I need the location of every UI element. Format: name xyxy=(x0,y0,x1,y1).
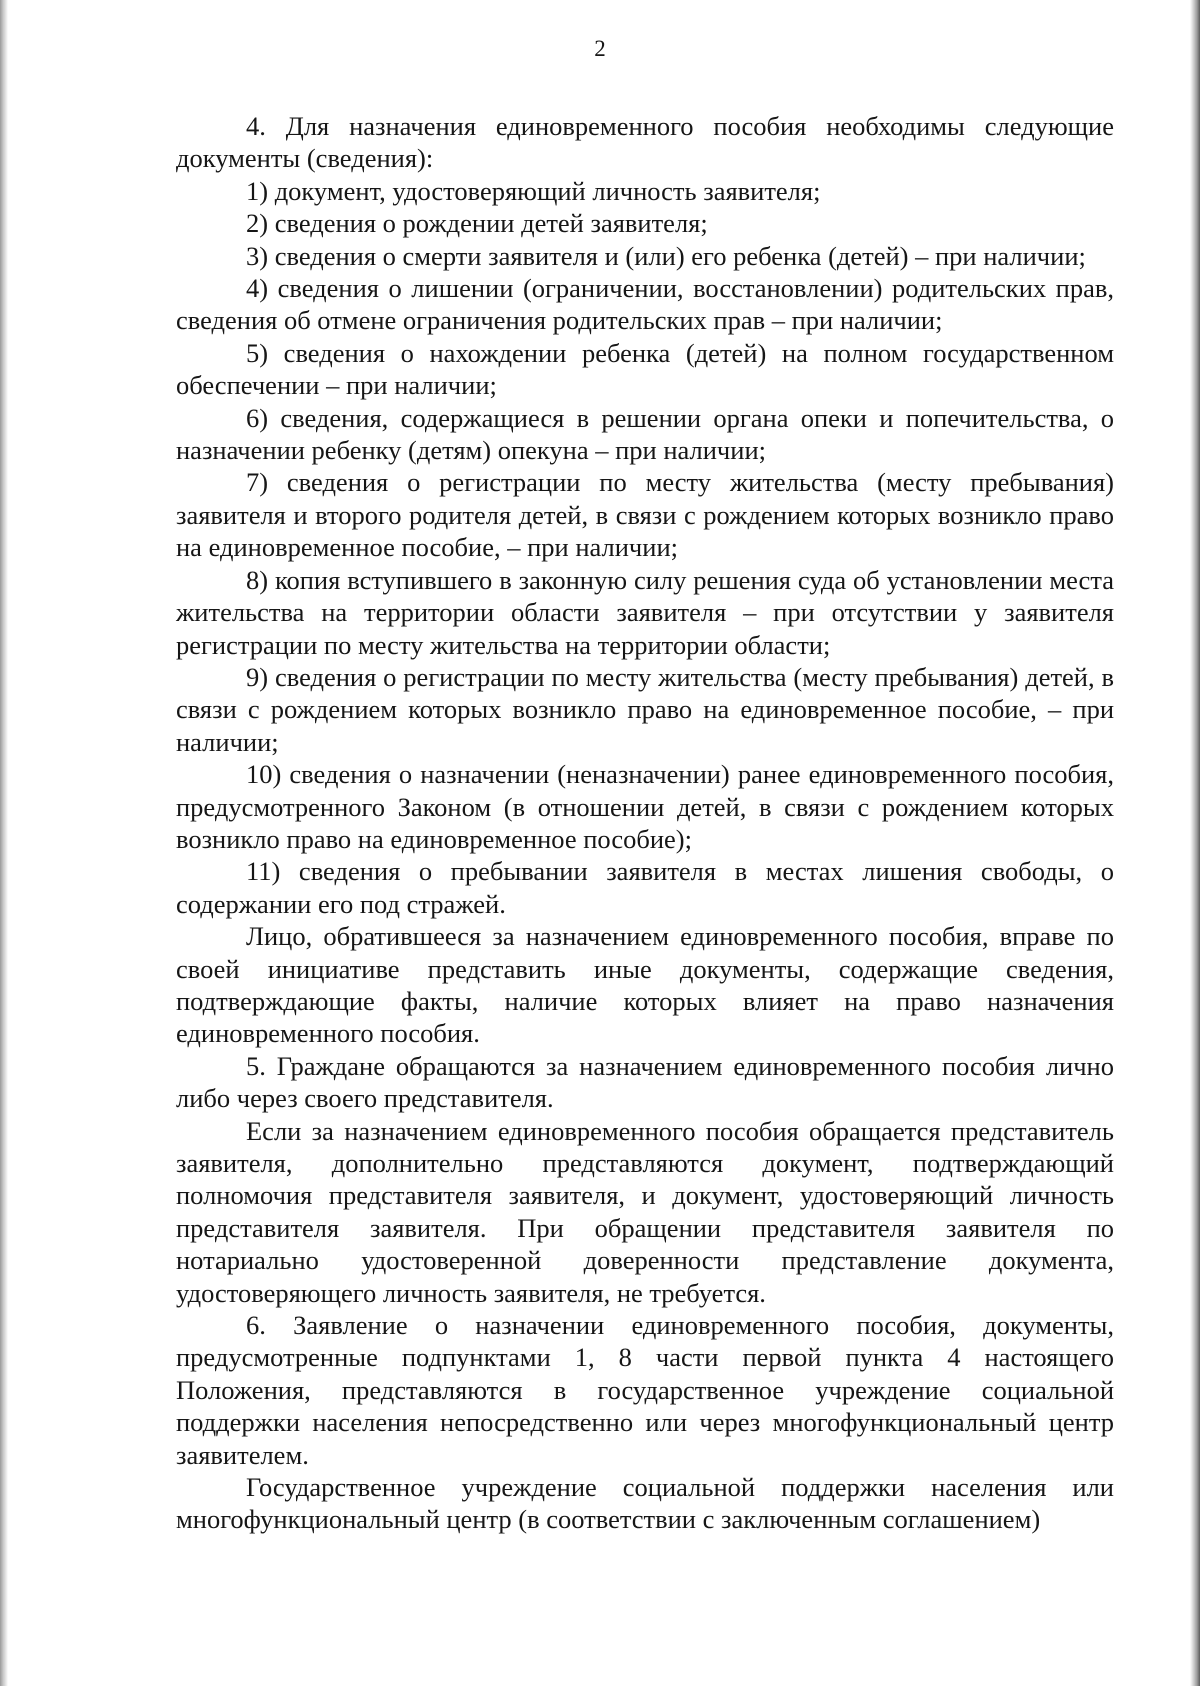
list-item-10: 10) сведения о назначении (неназначении) ранее единовременного пособия, предусмотренного Законом (в отношении детей, в связи с рождением которых возникло право на единовременное пособие); xyxy=(176,759,1114,854)
paragraph-state-institution: Государственное учреждение социальной поддержки населения или многофункциональный центр (в соответствии с заключенным соглашением) xyxy=(176,1472,1114,1535)
list-item-11: 11) сведения о пребывании заявителя в местах лишения свободы, о содержании его под стражей. xyxy=(176,856,1114,919)
list-item-4: 4) сведения о лишении (ограничении, восстановлении) родительских прав, сведения об отмене ограничения родительских прав – при наличии; xyxy=(176,273,1114,336)
paragraph-item-4: 4. Для назначения единовременного пособия необходимы следующие документы (сведения): xyxy=(176,111,1114,174)
list-item-6: 6) сведения, содержащиеся в решении органа опеки и попечительства, о назначении ребенку (детям) опекуна – при наличии; xyxy=(176,402,1114,466)
list-item-5: 5) сведения о нахождении ребенка (детей) на полном государственном обеспечении – при наличии; xyxy=(176,337,1114,401)
list-item-8: 8) копия вступившего в законную силу решения суда об установлении места жительства на территории области заявителя – при отсутствии у заявителя регистрации по месту жительства на территории области; xyxy=(176,564,1114,660)
document-body xyxy=(176,110,1114,1536)
paragraph-representative: Если за назначением единовременного пособия обращается представитель заявителя, дополнительно представляются документ, подтверждающий полномочия представителя заявителя, и документ, удостоверяющий личность представителя заявителя. При обращении представителя заявителя по нотариально удостоверенной доверенности представление документа, удостоверяющего личность заявителя, не требуется. xyxy=(176,1115,1114,1308)
paragraph-item-5: 5. Граждане обращаются за назначением единовременного пособия лично либо через своего представителя. xyxy=(176,1050,1114,1114)
page-number: 2 xyxy=(594,36,606,61)
paragraph-additional-documents: Лицо, обратившееся за назначением единовременного пособия, вправе по своей инициативе представить иные документы, содержащие сведения, подтверждающие факты, наличие которых влияет на право назначения единовременного пособия. xyxy=(176,921,1114,1049)
list-item-3: 3) сведения о смерти заявителя и (или) его ребенка (детей) – при наличии; xyxy=(246,240,1086,271)
list-item-9: 9) сведения о регистрации по месту жительства (месту пребывания) детей, в связи с рождением которых возникло право на единовременное пособие, – при наличии; xyxy=(176,661,1114,757)
list-item-2: 2) сведения о рождении детей заявителя; xyxy=(246,208,708,239)
list-item-7: 7) сведения о регистрации по месту жительства (месту пребывания) заявителя и второго родителя детей, в связи с рождением которых возникло право на единовременное пособие, – при наличии; xyxy=(176,467,1114,563)
paragraph-item-6: 6. Заявление о назначении единовременного пособия, документы, предусмотренные подпунктами 1, 8 части первой пункта 4 настоящего Положения, представляются в государственное учреждение социальной поддержки населения непосредственно или через многофункциональный центр заявителем. xyxy=(176,1310,1114,1470)
list-item-1: 1) документ, удостоверяющий личность заявителя; xyxy=(246,175,821,206)
